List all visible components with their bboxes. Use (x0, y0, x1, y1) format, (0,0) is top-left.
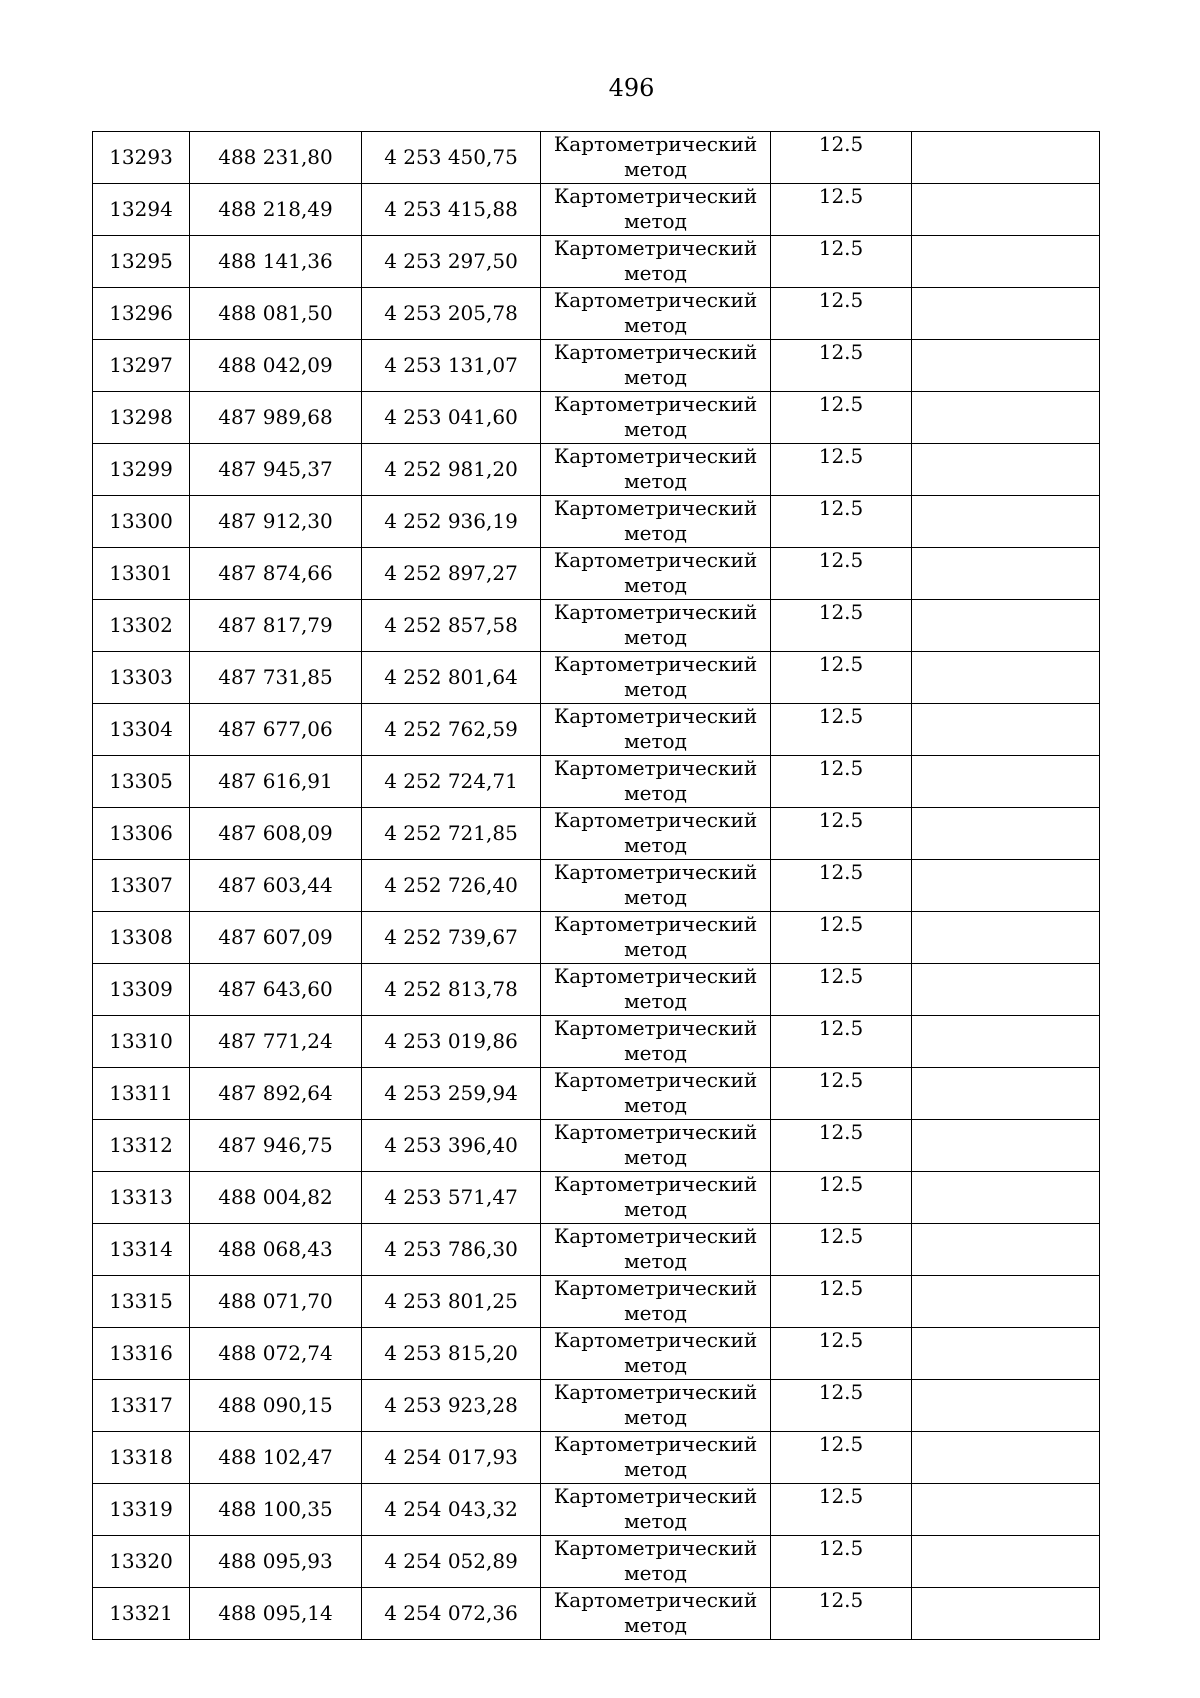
y-coordinate-cell: 4 252 724,71 (362, 756, 541, 808)
method-cell (541, 1328, 771, 1380)
x-coordinate-cell: 488 095,93 (190, 1536, 362, 1588)
note-cell (912, 1172, 1100, 1224)
note-cell (912, 1432, 1100, 1484)
x-coordinate-cell: 487 616,91 (190, 756, 362, 808)
method-line-1: Картометрический (553, 600, 758, 624)
precision-cell: 12.5 (771, 1224, 912, 1276)
precision-cell: 12.5 (771, 600, 912, 652)
method-line-2: метод (624, 625, 687, 649)
note-cell (912, 964, 1100, 1016)
note-cell (912, 756, 1100, 808)
method-line-2: метод (624, 781, 687, 805)
note-cell (912, 548, 1100, 600)
point-number-cell: 13315 (93, 1276, 190, 1328)
point-number-cell: 13302 (93, 600, 190, 652)
method-line-1: Картометрический (553, 1484, 758, 1508)
note-cell (912, 600, 1100, 652)
y-coordinate-cell: 4 253 205,78 (362, 288, 541, 340)
x-coordinate-cell: 488 095,14 (190, 1588, 362, 1640)
point-number-cell: 13297 (93, 340, 190, 392)
point-number-cell: 13293 (93, 132, 190, 184)
y-coordinate-cell: 4 252 726,40 (362, 860, 541, 912)
method-line-1: Картометрический (553, 860, 758, 884)
method-line-2: метод (624, 365, 687, 389)
table-row (93, 444, 1100, 496)
point-number-cell: 13317 (93, 1380, 190, 1432)
precision-cell: 12.5 (771, 236, 912, 288)
x-coordinate-cell: 487 643,60 (190, 964, 362, 1016)
point-number-cell: 13301 (93, 548, 190, 600)
method-line-2: метод (624, 885, 687, 909)
x-coordinate-cell: 487 912,30 (190, 496, 362, 548)
precision-cell: 12.5 (771, 808, 912, 860)
y-coordinate-cell: 4 253 815,20 (362, 1328, 541, 1380)
method-line-2: метод (624, 1457, 687, 1481)
method-line-2: метод (624, 1301, 687, 1325)
note-cell (912, 288, 1100, 340)
method-cell (541, 288, 771, 340)
precision-cell: 12.5 (771, 1588, 912, 1640)
method-line-2: метод (624, 157, 687, 181)
method-cell (541, 1016, 771, 1068)
point-number-cell: 13308 (93, 912, 190, 964)
x-coordinate-cell: 487 892,64 (190, 1068, 362, 1120)
point-number-cell: 13316 (93, 1328, 190, 1380)
y-coordinate-cell: 4 252 936,19 (362, 496, 541, 548)
method-line-2: метод (624, 1613, 687, 1637)
table-row (93, 236, 1100, 288)
method-cell (541, 600, 771, 652)
precision-cell: 12.5 (771, 1068, 912, 1120)
precision-cell: 12.5 (771, 964, 912, 1016)
method-line-2: метод (624, 1561, 687, 1585)
precision-cell: 12.5 (771, 184, 912, 236)
point-number-cell: 13295 (93, 236, 190, 288)
method-cell (541, 1484, 771, 1536)
table-row (93, 912, 1100, 964)
y-coordinate-cell: 4 253 415,88 (362, 184, 541, 236)
method-line-1: Картометрический (553, 1536, 758, 1560)
point-number-cell: 13306 (93, 808, 190, 860)
method-line-2: метод (624, 1249, 687, 1273)
method-line-1: Картометрический (553, 1588, 758, 1612)
precision-cell: 12.5 (771, 496, 912, 548)
method-cell (541, 1380, 771, 1432)
method-line-2: метод (624, 1353, 687, 1377)
method-line-1: Картометрический (553, 548, 758, 572)
method-cell (541, 340, 771, 392)
table-row (93, 1172, 1100, 1224)
table-row (93, 756, 1100, 808)
precision-cell: 12.5 (771, 1536, 912, 1588)
method-line-2: метод (624, 1145, 687, 1169)
y-coordinate-cell: 4 253 297,50 (362, 236, 541, 288)
method-cell (541, 1432, 771, 1484)
y-coordinate-cell: 4 254 052,89 (362, 1536, 541, 1588)
x-coordinate-cell: 487 677,06 (190, 704, 362, 756)
method-line-2: метод (624, 313, 687, 337)
point-number-cell: 13307 (93, 860, 190, 912)
method-cell (541, 1536, 771, 1588)
method-line-2: метод (624, 1093, 687, 1117)
precision-cell: 12.5 (771, 132, 912, 184)
method-cell (541, 1120, 771, 1172)
method-cell (541, 1276, 771, 1328)
y-coordinate-cell: 4 252 721,85 (362, 808, 541, 860)
precision-cell: 12.5 (771, 1016, 912, 1068)
y-coordinate-cell: 4 254 072,36 (362, 1588, 541, 1640)
method-line-2: метод (624, 989, 687, 1013)
table-row (93, 1224, 1100, 1276)
precision-cell: 12.5 (771, 912, 912, 964)
x-coordinate-cell: 488 102,47 (190, 1432, 362, 1484)
table-row (93, 340, 1100, 392)
note-cell (912, 1484, 1100, 1536)
note-cell (912, 652, 1100, 704)
method-line-2: метод (624, 729, 687, 753)
precision-cell: 12.5 (771, 1120, 912, 1172)
y-coordinate-cell: 4 253 923,28 (362, 1380, 541, 1432)
table-row (93, 1536, 1100, 1588)
point-number-cell: 13310 (93, 1016, 190, 1068)
table-row (93, 964, 1100, 1016)
note-cell (912, 392, 1100, 444)
x-coordinate-cell: 488 100,35 (190, 1484, 362, 1536)
point-number-cell: 13319 (93, 1484, 190, 1536)
note-cell (912, 808, 1100, 860)
method-line-2: метод (624, 417, 687, 441)
point-number-cell: 13300 (93, 496, 190, 548)
note-cell (912, 184, 1100, 236)
note-cell (912, 1120, 1100, 1172)
table-row (93, 288, 1100, 340)
precision-cell: 12.5 (771, 1432, 912, 1484)
method-line-1: Картометрический (553, 964, 758, 988)
table-row (93, 496, 1100, 548)
note-cell (912, 236, 1100, 288)
method-cell (541, 756, 771, 808)
y-coordinate-cell: 4 253 131,07 (362, 340, 541, 392)
method-line-1: Картометрический (553, 288, 758, 312)
table-row (93, 600, 1100, 652)
table-row (93, 704, 1100, 756)
note-cell (912, 1068, 1100, 1120)
note-cell (912, 1588, 1100, 1640)
x-coordinate-cell: 488 071,70 (190, 1276, 362, 1328)
method-line-2: метод (624, 521, 687, 545)
note-cell (912, 1536, 1100, 1588)
method-cell (541, 1068, 771, 1120)
method-line-1: Картометрический (553, 392, 758, 416)
x-coordinate-cell: 488 090,15 (190, 1380, 362, 1432)
x-coordinate-cell: 487 731,85 (190, 652, 362, 704)
table-row (93, 808, 1100, 860)
point-number-cell: 13294 (93, 184, 190, 236)
x-coordinate-cell: 488 218,49 (190, 184, 362, 236)
y-coordinate-cell: 4 254 043,32 (362, 1484, 541, 1536)
x-coordinate-cell: 488 141,36 (190, 236, 362, 288)
y-coordinate-cell: 4 252 739,67 (362, 912, 541, 964)
note-cell (912, 1016, 1100, 1068)
method-cell (541, 1224, 771, 1276)
method-cell (541, 132, 771, 184)
precision-cell: 12.5 (771, 860, 912, 912)
table-row (93, 1068, 1100, 1120)
method-cell (541, 392, 771, 444)
table-row (93, 1588, 1100, 1640)
method-line-1: Картометрический (553, 184, 758, 208)
method-line-1: Картометрический (553, 1432, 758, 1456)
y-coordinate-cell: 4 252 981,20 (362, 444, 541, 496)
precision-cell: 12.5 (771, 1172, 912, 1224)
method-cell (541, 1588, 771, 1640)
method-cell (541, 444, 771, 496)
y-coordinate-cell: 4 253 450,75 (362, 132, 541, 184)
note-cell (912, 1224, 1100, 1276)
method-line-1: Картометрический (553, 912, 758, 936)
method-line-1: Картометрический (553, 704, 758, 728)
method-line-2: метод (624, 833, 687, 857)
method-cell (541, 236, 771, 288)
y-coordinate-cell: 4 252 801,64 (362, 652, 541, 704)
x-coordinate-cell: 488 231,80 (190, 132, 362, 184)
note-cell (912, 912, 1100, 964)
precision-cell: 12.5 (771, 392, 912, 444)
method-cell (541, 496, 771, 548)
y-coordinate-cell: 4 253 259,94 (362, 1068, 541, 1120)
table-row (93, 1016, 1100, 1068)
x-coordinate-cell: 487 603,44 (190, 860, 362, 912)
method-line-2: метод (624, 209, 687, 233)
table-row (93, 184, 1100, 236)
method-line-1: Картометрический (553, 652, 758, 676)
method-line-1: Картометрический (553, 1172, 758, 1196)
note-cell (912, 860, 1100, 912)
note-cell (912, 444, 1100, 496)
x-coordinate-cell: 487 817,79 (190, 600, 362, 652)
precision-cell: 12.5 (771, 1276, 912, 1328)
note-cell (912, 1380, 1100, 1432)
table-row (93, 548, 1100, 600)
y-coordinate-cell: 4 252 897,27 (362, 548, 541, 600)
x-coordinate-cell: 487 771,24 (190, 1016, 362, 1068)
point-number-cell: 13305 (93, 756, 190, 808)
point-number-cell: 13313 (93, 1172, 190, 1224)
method-cell (541, 964, 771, 1016)
table-row (93, 1380, 1100, 1432)
point-number-cell: 13318 (93, 1432, 190, 1484)
precision-cell: 12.5 (771, 548, 912, 600)
method-line-2: метод (624, 937, 687, 961)
x-coordinate-cell: 488 068,43 (190, 1224, 362, 1276)
method-line-1: Картометрический (553, 236, 758, 260)
precision-cell: 12.5 (771, 340, 912, 392)
method-line-1: Картометрический (553, 756, 758, 780)
method-line-1: Картометрический (553, 1068, 758, 1092)
table-row (93, 860, 1100, 912)
method-line-1: Картометрический (553, 1016, 758, 1040)
x-coordinate-cell: 488 004,82 (190, 1172, 362, 1224)
page-number: 496 (608, 74, 655, 102)
x-coordinate-cell: 488 042,09 (190, 340, 362, 392)
method-cell (541, 808, 771, 860)
table-row (93, 1328, 1100, 1380)
method-line-2: метод (624, 261, 687, 285)
note-cell (912, 704, 1100, 756)
y-coordinate-cell: 4 252 857,58 (362, 600, 541, 652)
method-line-1: Картометрический (553, 132, 758, 156)
x-coordinate-cell: 487 989,68 (190, 392, 362, 444)
precision-cell: 12.5 (771, 444, 912, 496)
note-cell (912, 132, 1100, 184)
precision-cell: 12.5 (771, 704, 912, 756)
method-line-1: Картометрический (553, 808, 758, 832)
point-number-cell: 13296 (93, 288, 190, 340)
table-row (93, 392, 1100, 444)
y-coordinate-cell: 4 254 017,93 (362, 1432, 541, 1484)
note-cell (912, 1328, 1100, 1380)
table-row (93, 1432, 1100, 1484)
point-number-cell: 13321 (93, 1588, 190, 1640)
table-row (93, 1120, 1100, 1172)
x-coordinate-cell: 488 081,50 (190, 288, 362, 340)
x-coordinate-cell: 487 874,66 (190, 548, 362, 600)
method-cell (541, 548, 771, 600)
y-coordinate-cell: 4 253 801,25 (362, 1276, 541, 1328)
y-coordinate-cell: 4 252 762,59 (362, 704, 541, 756)
method-line-2: метод (624, 469, 687, 493)
note-cell (912, 1276, 1100, 1328)
precision-cell: 12.5 (771, 652, 912, 704)
table-row (93, 652, 1100, 704)
method-cell (541, 652, 771, 704)
point-number-cell: 13320 (93, 1536, 190, 1588)
x-coordinate-cell: 487 608,09 (190, 808, 362, 860)
y-coordinate-cell: 4 253 041,60 (362, 392, 541, 444)
method-line-2: метод (624, 1405, 687, 1429)
point-number-cell: 13304 (93, 704, 190, 756)
method-cell (541, 184, 771, 236)
method-line-1: Картометрический (553, 1276, 758, 1300)
precision-cell: 12.5 (771, 1380, 912, 1432)
point-number-cell: 13312 (93, 1120, 190, 1172)
point-number-cell: 13311 (93, 1068, 190, 1120)
method-line-2: метод (624, 1509, 687, 1533)
method-cell (541, 912, 771, 964)
note-cell (912, 340, 1100, 392)
method-line-1: Картометрический (553, 1328, 758, 1352)
precision-cell: 12.5 (771, 1484, 912, 1536)
coordinates-table (92, 131, 1100, 1640)
x-coordinate-cell: 487 946,75 (190, 1120, 362, 1172)
x-coordinate-cell: 487 607,09 (190, 912, 362, 964)
y-coordinate-cell: 4 253 019,86 (362, 1016, 541, 1068)
point-number-cell: 13299 (93, 444, 190, 496)
method-line-1: Картометрический (553, 444, 758, 468)
method-line-1: Картометрический (553, 1120, 758, 1144)
x-coordinate-cell: 487 945,37 (190, 444, 362, 496)
table-row (93, 1276, 1100, 1328)
y-coordinate-cell: 4 253 571,47 (362, 1172, 541, 1224)
point-number-cell: 13303 (93, 652, 190, 704)
note-cell (912, 496, 1100, 548)
point-number-cell: 13314 (93, 1224, 190, 1276)
y-coordinate-cell: 4 253 786,30 (362, 1224, 541, 1276)
method-line-1: Картометрический (553, 1224, 758, 1248)
method-cell (541, 1172, 771, 1224)
method-cell (541, 860, 771, 912)
method-cell (541, 704, 771, 756)
method-line-1: Картометрический (553, 496, 758, 520)
method-line-2: метод (624, 677, 687, 701)
method-line-2: метод (624, 1041, 687, 1065)
precision-cell: 12.5 (771, 756, 912, 808)
y-coordinate-cell: 4 253 396,40 (362, 1120, 541, 1172)
precision-cell: 12.5 (771, 288, 912, 340)
method-line-1: Картометрический (553, 1380, 758, 1404)
method-line-2: метод (624, 573, 687, 597)
precision-cell: 12.5 (771, 1328, 912, 1380)
x-coordinate-cell: 488 072,74 (190, 1328, 362, 1380)
point-number-cell: 13298 (93, 392, 190, 444)
method-line-2: метод (624, 1197, 687, 1221)
table-body (93, 132, 1100, 1640)
table-row (93, 1484, 1100, 1536)
point-number-cell: 13309 (93, 964, 190, 1016)
y-coordinate-cell: 4 252 813,78 (362, 964, 541, 1016)
method-line-1: Картометрический (553, 340, 758, 364)
table-row (93, 132, 1100, 184)
